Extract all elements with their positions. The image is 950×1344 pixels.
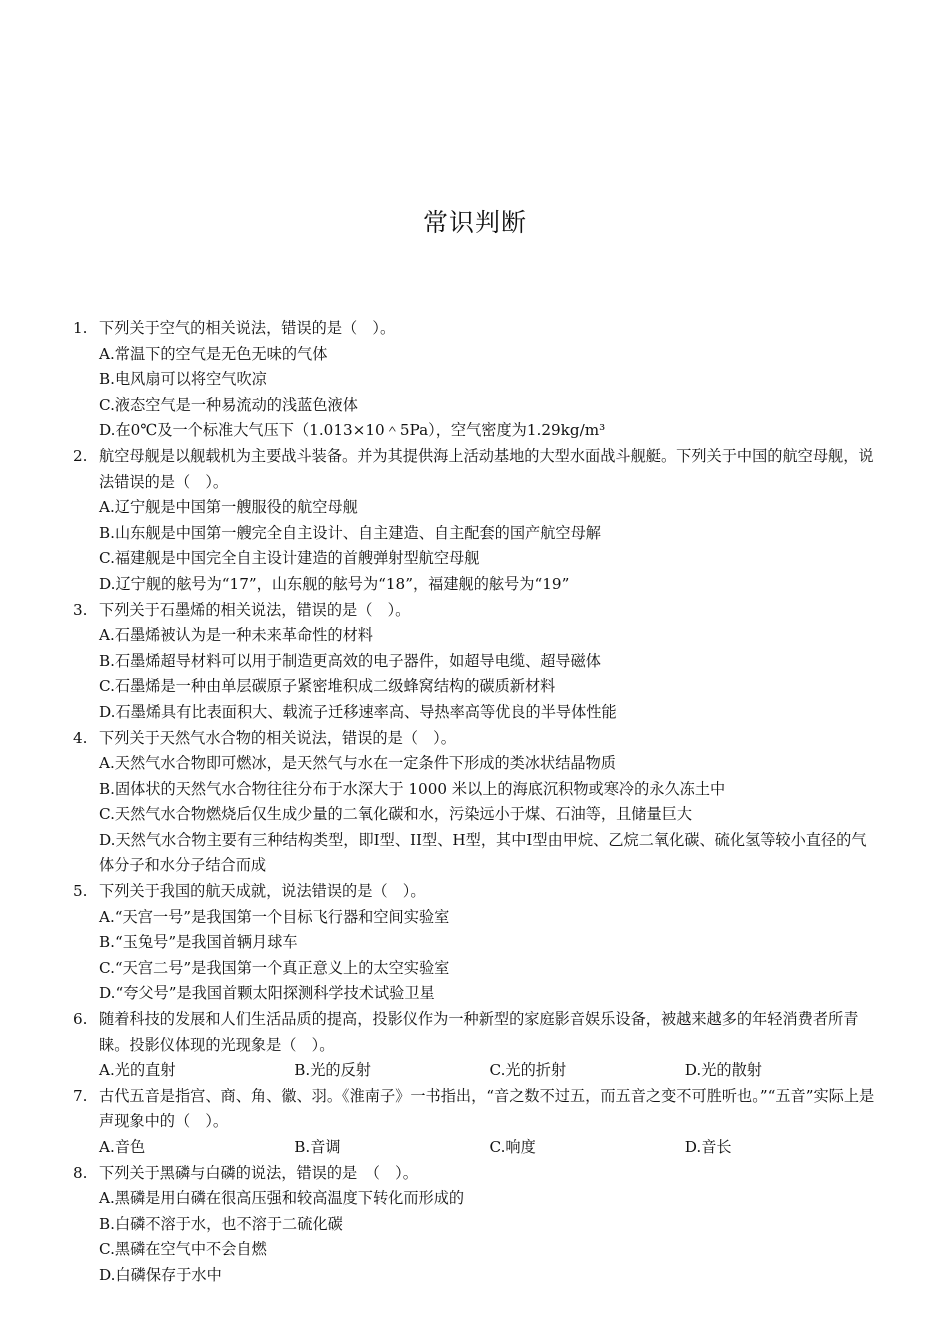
option-d: D.白磷保存于水中 (99, 1265, 222, 1284)
option-c: C.光的折射 (489, 1061, 567, 1080)
options-row (99, 1058, 880, 1084)
question-stem: 随着科技的发展和人们生活品质的提高，投影仪作为一种新型的家庭影音娱乐设备，被越来越多的年轻消费者所青睐。投影仪体现的光现象是（ ）。 (99, 1010, 859, 1054)
option-a: A.音色 (99, 1138, 146, 1156)
option-a: A.辽宁舰是中国第一艘服役的航空母舰 (99, 498, 358, 517)
option-c: C.黑磷在空气中不会自燃 (99, 1240, 267, 1259)
question-3 (70, 598, 880, 726)
question-1 (70, 316, 880, 444)
option-d: D.在0℃及一个标准大气压下（1.013×10＾5Pa），空气密度为1.29kg/m³ (99, 421, 606, 440)
page-title: 常识判断 (422, 208, 527, 237)
option-d: D.天然气水合物主要有三种结构类型，即I型、II型、H型，其中I型由甲烷、乙烷二氧化碳、硫化氢等较小直径的气体分子和水分子结合而成 (99, 830, 867, 875)
option-c: C.石墨烯是一种由单层碳原子紧密堆积成二级蜂窝结构的碳质新材料 (99, 677, 556, 696)
question-number: 8. (73, 1163, 88, 1182)
option-b: B.石墨烯超导材料可以用于制造更高效的电子器件，如超导电缆、超导磁体 (99, 651, 601, 670)
option-a: A.“天宫一号”是我国第一个目标飞行器和空间实验室 (99, 907, 450, 926)
option-b: B.山东舰是中国第一艘完全自主设计、自主建造、自主配套的国产航空母解 (99, 523, 601, 542)
option-b: B.光的反射 (294, 1061, 371, 1080)
option-c: C.天然气水合物燃烧后仅生成少量的二氧化碳和水，污染远小于煤、石油等，且储量巨大 (99, 805, 693, 824)
option-c: C.“天宫二号”是我国第一个真正意义上的太空实验室 (99, 958, 450, 977)
question-8 (70, 1161, 880, 1289)
question-number: 3. (73, 600, 88, 619)
option-a: A.黑磷是用白磷在很高压强和较高温度下转化而形成的 (99, 1189, 465, 1208)
question-stem: 古代五音是指宫、商、角、徽、羽。《淮南子》一书指出，“音之数不过五，而五音之变不可胜听也。”“五音”实际上是声现象中的（ ）。 (99, 1086, 875, 1131)
question-2 (70, 444, 880, 598)
question-list (70, 316, 880, 1289)
option-c: C.响度 (489, 1138, 536, 1156)
question-number: 7. (73, 1086, 88, 1105)
option-b: B.固体状的天然气水合物往往分布于水深大于 1000 米以上的海底沉积物或寒冷的永久冻土中 (99, 779, 726, 798)
option-d: D.辽宁舰的舷号为“17”，山东舰的舷号为“18”，福建舰的舷号为“19” (99, 574, 570, 593)
option-d: D.光的散射 (684, 1061, 762, 1080)
options-row (99, 1135, 880, 1161)
option-a: A.光的直射 (99, 1061, 176, 1080)
question-number: 4. (73, 728, 88, 747)
option-d: D.石墨烯具有比表面积大、载流子迁移速率高、导热率高等优良的半导体性能 (99, 702, 617, 721)
question-stem: 航空母舰是以舰载机为主要战斗装备。并为其提供海上活动基地的大型水面战斗舰艇。下列关于中国的航空母舰，说法错误的是（ ）。 (99, 446, 874, 491)
question-stem: 下列关于我国的航天成就，说法错误的是（ ）。 (99, 882, 426, 901)
question-stem: 下列关于黑磷与白磷的说法，错误的是 （ ）。 (99, 1163, 418, 1182)
question-4 (70, 726, 880, 880)
option-d: D.音长 (684, 1138, 732, 1156)
question-stem: 下列关于石墨烯的相关说法，错误的是（ ）。 (99, 600, 411, 619)
option-c: C.福建舰是中国完全自主设计建造的首艘弹射型航空母舰 (99, 549, 480, 568)
question-5 (70, 879, 880, 1007)
option-b: B.“玉兔号”是我国首辆月球车 (99, 933, 298, 952)
question-number: 6. (73, 1010, 88, 1029)
question-number: 2. (73, 446, 88, 465)
option-c: C.液态空气是一种易流动的浅蓝色液体 (99, 395, 358, 414)
question-6 (70, 1007, 880, 1084)
question-number: 5. (73, 882, 88, 901)
question-stem: 下列关于天然气水合物的相关说法，错误的是（ ）。 (99, 728, 456, 747)
option-a: A.天然气水合物即可燃冰，是天然气与水在一定条件下形成的类冰状结晶物质 (99, 754, 616, 773)
option-a: A.石墨烯被认为是一种未来革命性的材料 (99, 626, 373, 645)
option-b: B.白磷不溶于水，也不溶于二硫化碳 (99, 1214, 343, 1233)
option-a: A.常温下的空气是无色无味的气体 (99, 344, 328, 363)
question-number: 1. (73, 319, 88, 337)
question-stem: 下列关于空气的相关说法，错误的是（ ）。 (99, 319, 396, 337)
option-b: B.音调 (294, 1138, 341, 1156)
option-d: D.“夸父号”是我国首颗太阳探测科学技术试验卫星 (99, 984, 435, 1003)
option-b: B.电风扇可以将空气吹凉 (99, 370, 267, 389)
question-7 (70, 1084, 880, 1161)
